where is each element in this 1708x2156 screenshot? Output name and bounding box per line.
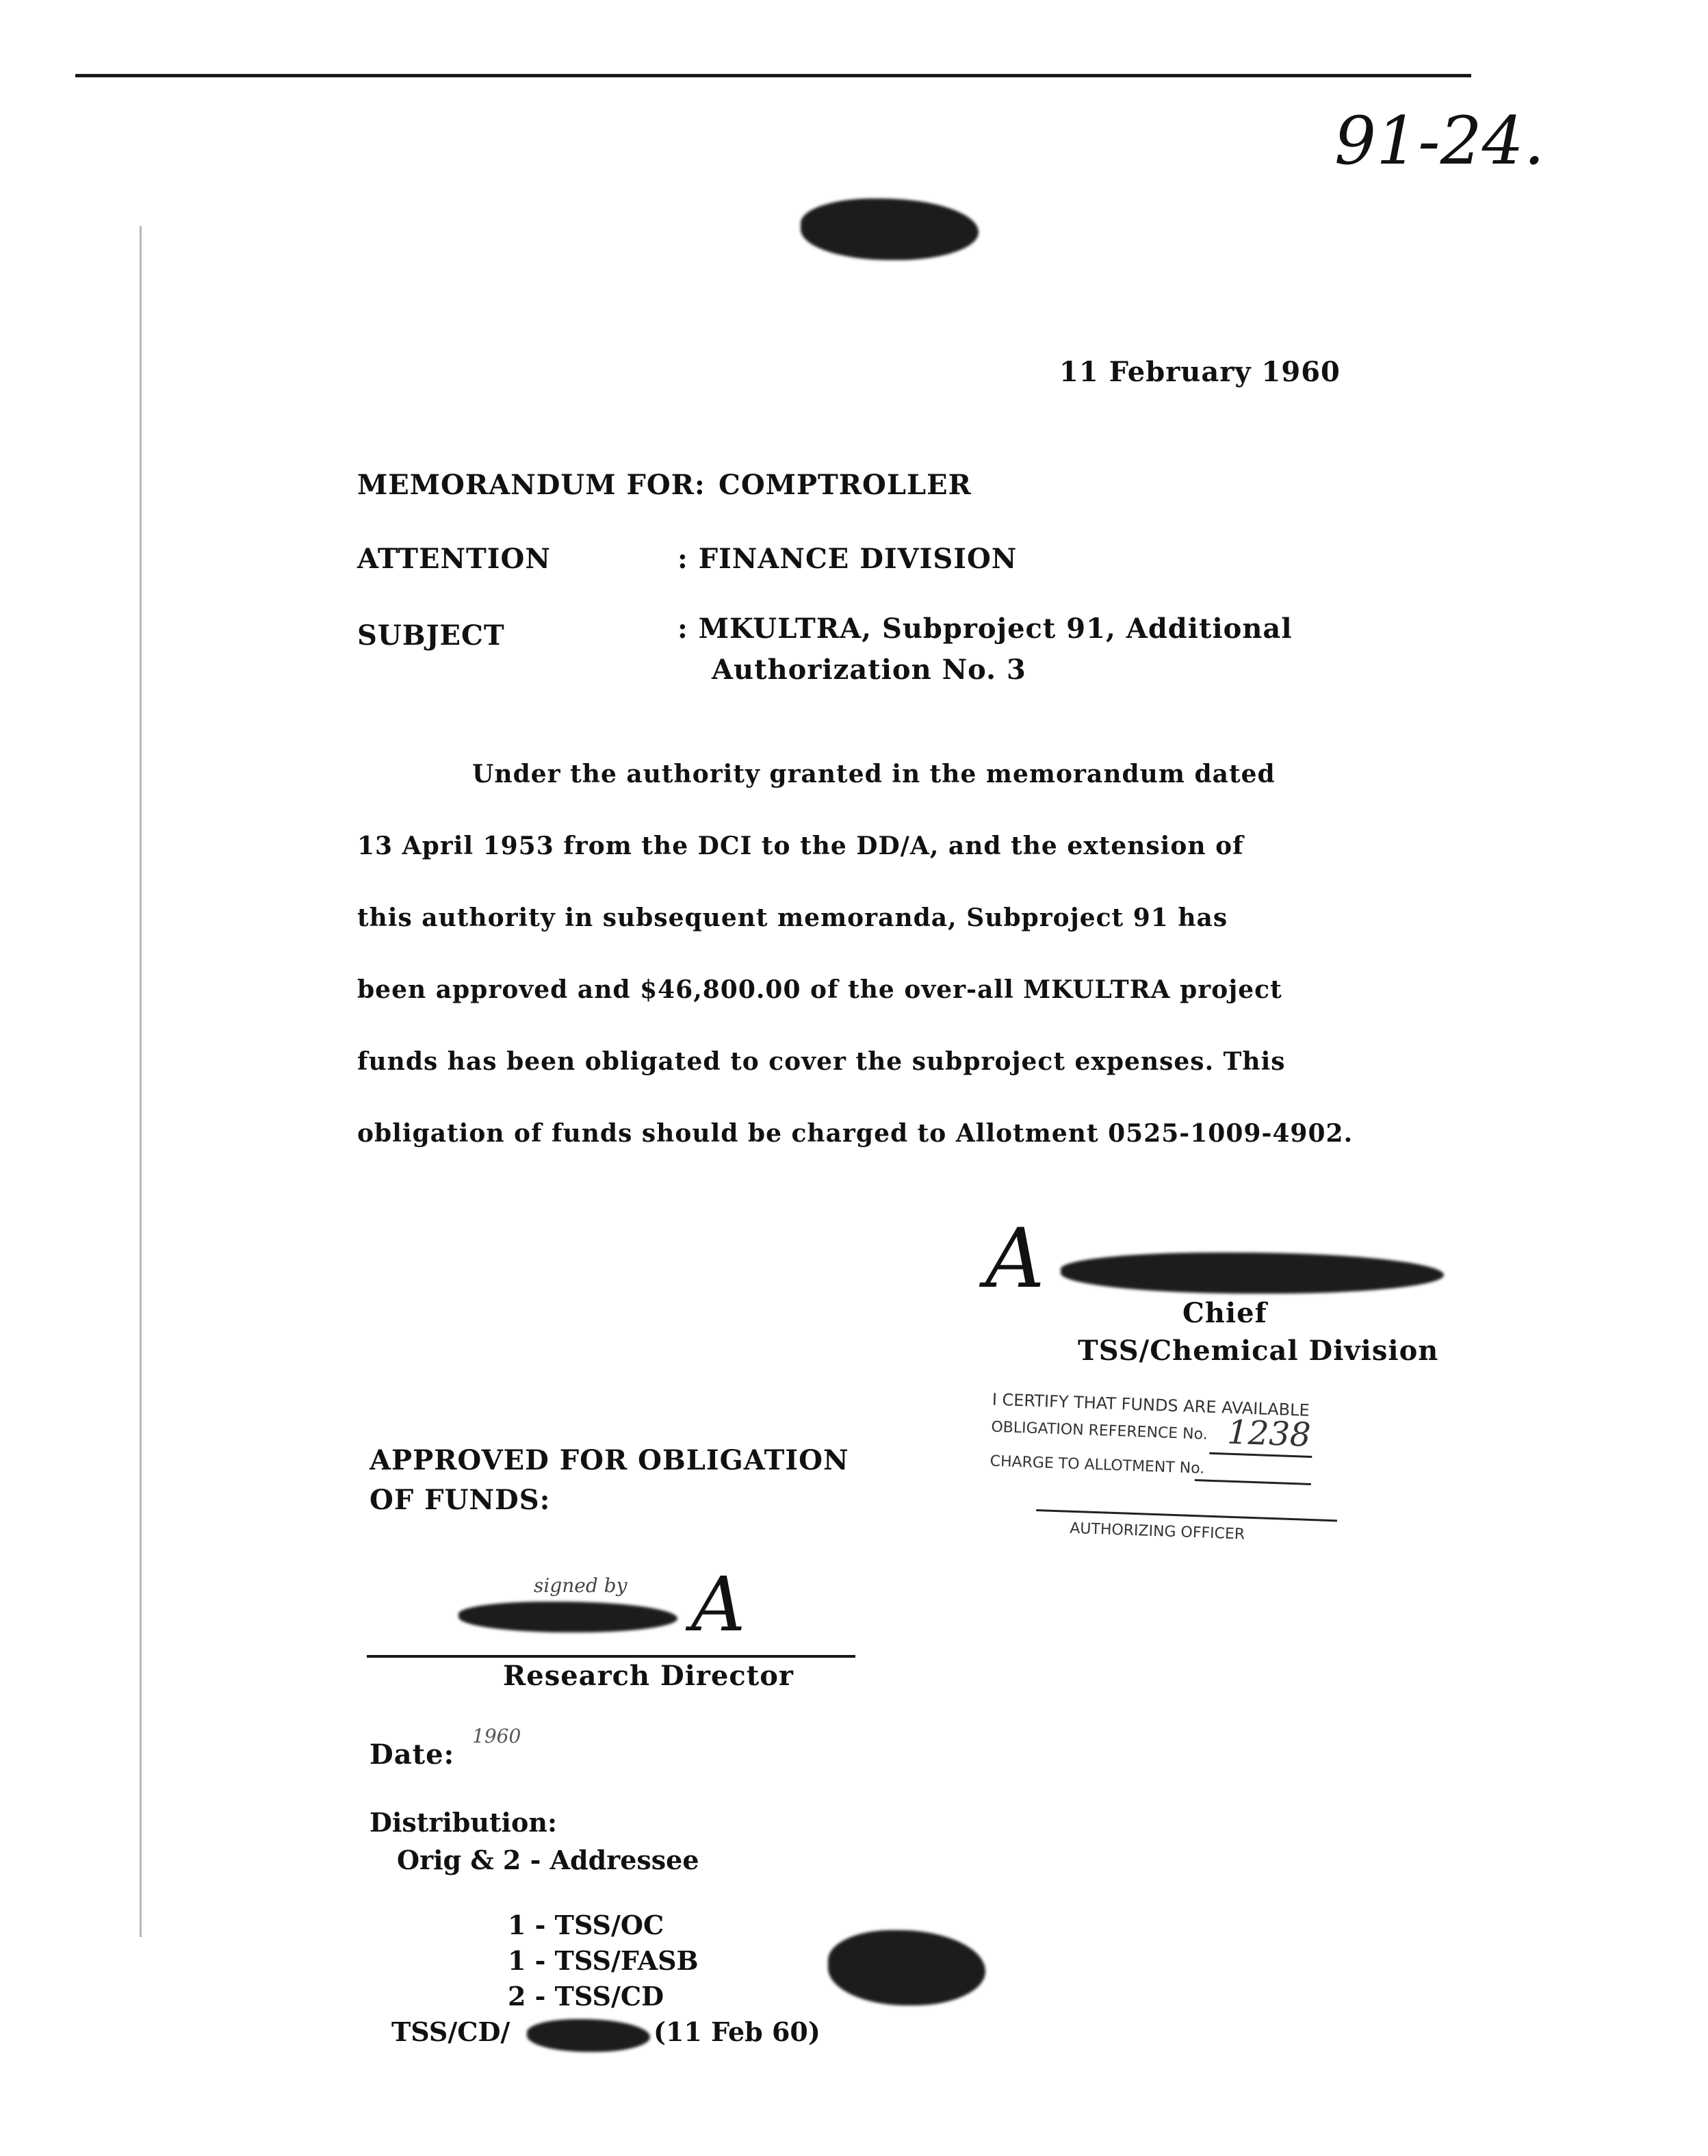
approval-title: Research Director [503,1660,794,1692]
body-line-2: 13 April 1953 from the DCI to the DD/A, and the extension of [357,832,1244,860]
body-line-5: funds has been obligated to cover the subproject expenses. This [357,1047,1286,1076]
subject-value-line-1: : MKULTRA, Subproject 91, Additional [677,613,1293,645]
approval-label-2: OF FUNDS: [370,1484,551,1516]
signer-title: Chief [1182,1297,1267,1329]
date-handwritten: 1960 [472,1725,521,1747]
redaction-footer-initials [527,2019,650,2052]
distribution-line-4: 2 - TSS/CD [508,1981,664,2012]
memo-for-label: MEMORANDUM FOR: [357,469,706,501]
approval-signed-by: signed by [534,1574,627,1597]
body-line-1: Under the authority granted in the memorandum dated [472,760,1276,788]
top-rule [75,74,1471,77]
redaction-approver-name [458,1602,677,1632]
distribution-footer-prefix: TSS/CD/ [391,2016,510,2047]
distribution-line-1: Orig & 2 - Addressee [397,1845,699,1875]
funds-certification-stamp [987,1390,1362,1567]
distribution-label: Distribution: [370,1807,557,1838]
memo-date: 11 February 1960 [1059,356,1341,388]
distribution-footer-suffix: (11 Feb 60) [654,2016,820,2047]
redaction-bottom-stamp [828,1930,985,2005]
subject-label: SUBJECT [357,619,505,652]
approval-label-1: APPROVED FOR OBLIGATION [370,1444,849,1476]
stamp-line-4: AUTHORIZING OFFICER [1069,1519,1245,1543]
attention-value: : FINANCE DIVISION [677,543,1018,575]
memo-for-value: COMPTROLLER [719,469,972,501]
date-label: Date: [370,1738,455,1771]
approval-signature-line [367,1655,855,1658]
attention-label: ATTENTION [357,543,551,575]
subject-value-line-2: Authorization No. 3 [712,654,1026,686]
left-margin-rule [140,226,142,1937]
approval-initial: A [691,1561,746,1648]
body-line-6: obligation of funds should be charged to Allotment 0525-1009-4902. [357,1119,1354,1148]
body-line-4: been approved and $46,800.00 of the over-all MKULTRA project [357,975,1282,1004]
stamp-charge-rule [1195,1479,1311,1485]
signer-division: TSS/Chemical Division [1078,1335,1439,1367]
stamp-ref-number: 1238 [1226,1413,1312,1454]
file-number: 91-24. [1334,103,1545,179]
stamp-line-1: I CERTIFY THAT FUNDS ARE AVAILABLE [992,1389,1310,1420]
stamp-line-3: CHARGE TO ALLOTMENT No. [989,1452,1205,1478]
redaction-classification [801,198,979,260]
redaction-signer-name [1061,1253,1444,1294]
distribution-line-2: 1 - TSS/OC [508,1910,664,1940]
body-line-3: this authority in subsequent memoranda, Subproject 91 has [357,903,1228,932]
stamp-line-2: OBLIGATION REFERENCE No. [991,1418,1208,1443]
signer-initial: A [985,1211,1045,1307]
distribution-line-3: 1 - TSS/FASB [508,1945,699,1976]
